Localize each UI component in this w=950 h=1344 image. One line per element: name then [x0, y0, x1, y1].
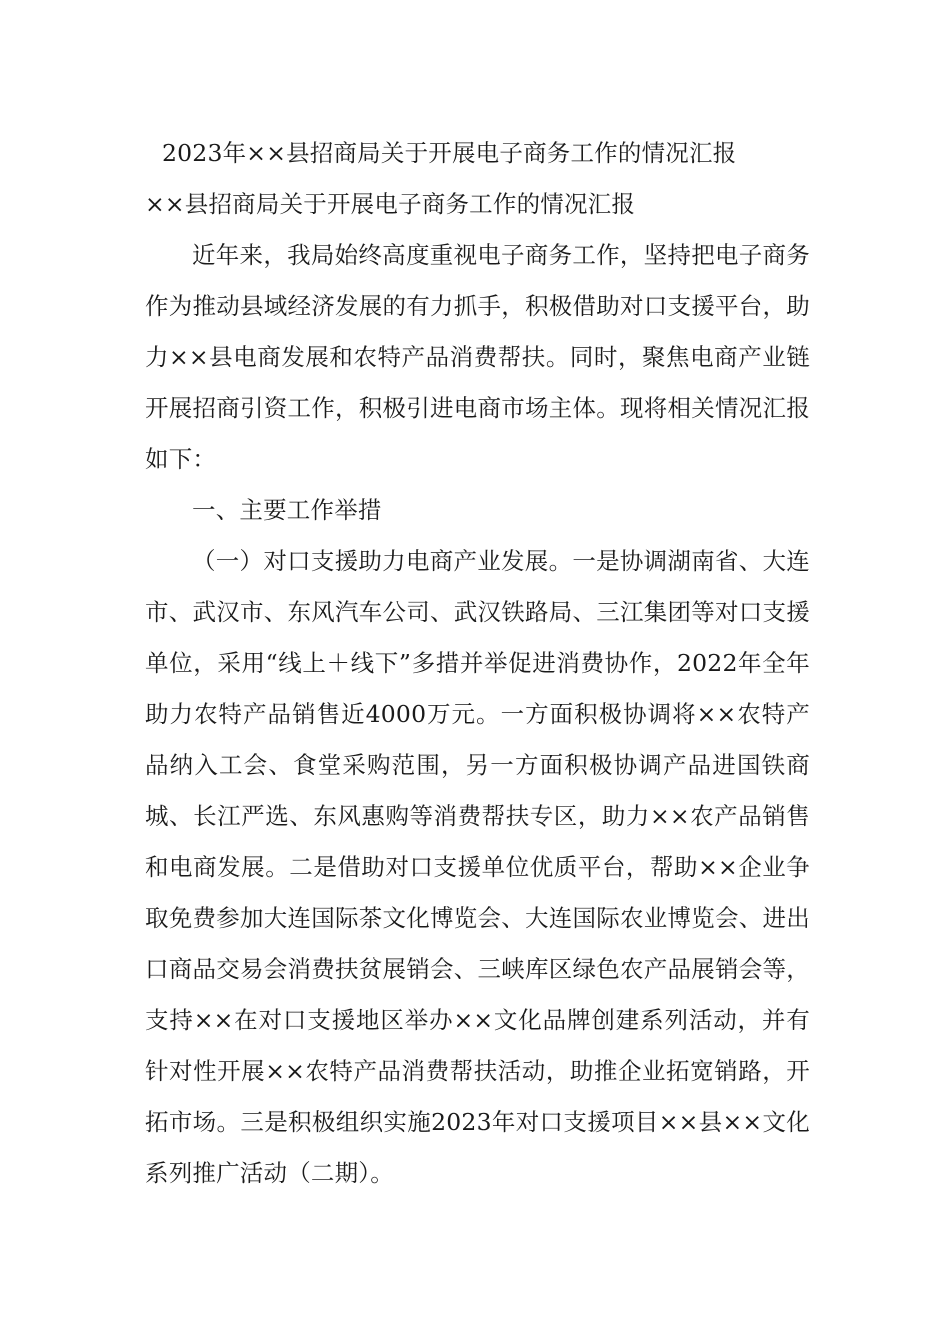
- document-body: [145, 128, 810, 1199]
- section-heading: 一、主要工作举措: [192, 496, 382, 524]
- section-paragraph: （一）对口支援助力电商产业发展。一是协调湖南省、大连市、武汉市、东风汽车公司、武汉铁路局、三江集团等对口支援单位，采用“线上＋线下”多措并举促进消费协作，2022年全年助力农特产品销售近4000万元。一方面积极协调将××农特产品纳入工会、食堂采购范围，另一方面积极协调产品进国铁商城、长江严选、东风惠购等消费帮扶专区，助力××农产品销售和电商发展。二是借助对口支援单位优质平台，帮助××企业争取免费参加大连国际茶文化博览会、大连国际农业博览会、进出口商品交易会消费扶贫展销会、三峡库区绿色农产品展销会等，支持××在对口支援地区举办××文化品牌创建系列活动，并有针对性开展××农特产品消费帮扶活动，助推企业拓宽销路，开拓市场。三是积极组织实施2023年对口支援项目××县××文化系列推广活动（二期）。: [145, 547, 810, 1187]
- intro-paragraph: 近年来，我局始终高度重视电子商务工作，坚持把电子商务作为推动县域经济发展的有力抓手，积极借助对口支援平台，助力××县电商发展和农特产品消费帮扶。同时，聚焦电商产业链开展招商引资工作，积极引进电商市场主体。现将相关情况汇报如下：: [145, 241, 810, 473]
- document-subtitle: ××县招商局关于开展电子商务工作的情况汇报: [145, 190, 636, 218]
- document-title: 2023年××县招商局关于开展电子商务工作的情况汇报: [162, 139, 737, 167]
